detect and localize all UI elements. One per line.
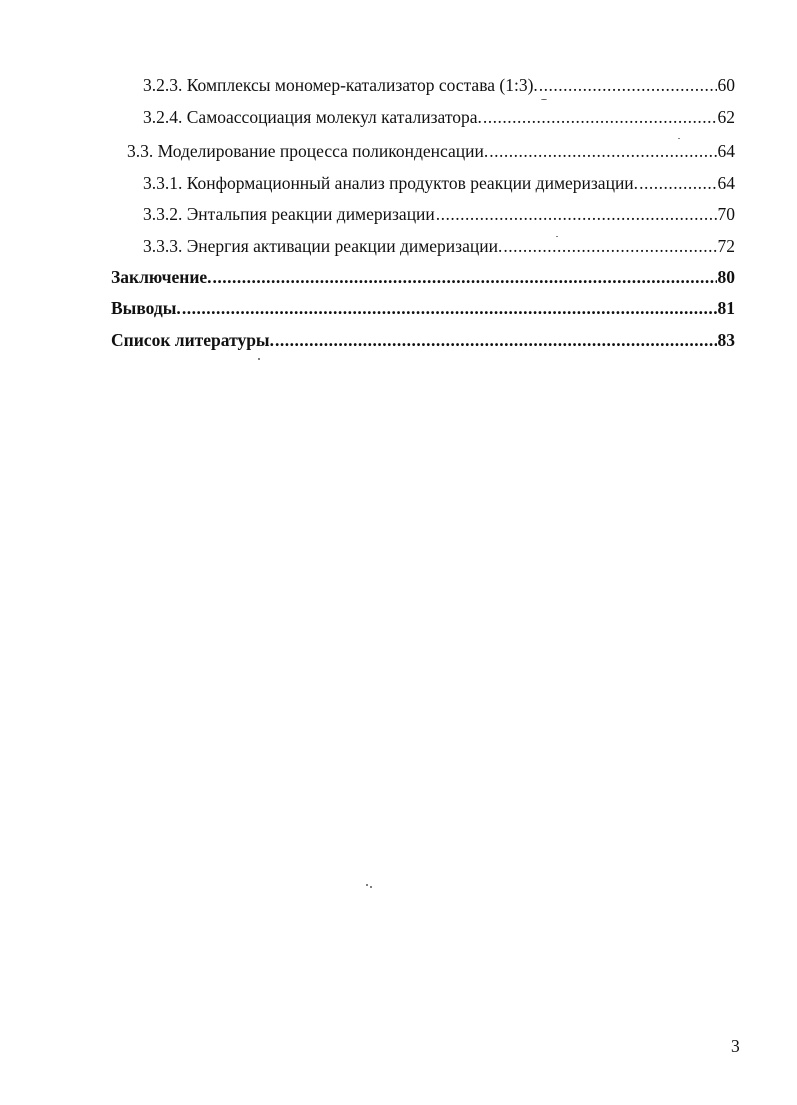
toc-leader-dots: [275, 329, 717, 351]
toc-leader-dots: [503, 235, 716, 257]
toc-entry-page: 70: [717, 204, 735, 224]
toc-entry-title: 3.3.1. Конформационный анализ продуктов реакции димеризации.: [143, 173, 639, 193]
toc-leader-dots: [539, 74, 717, 96]
toc-entry-page: 80: [717, 267, 735, 287]
toc-entry-title: Список литературы.: [111, 330, 274, 350]
scan-speck: [678, 138, 680, 139]
toc-entry-title: 3.3.2. Энтальпия реакции димеризации: [143, 204, 435, 224]
toc-entry-title: 3.3.3. Энергия активации реакции димеризации.: [143, 236, 503, 256]
toc-entry-3-3: [127, 140, 735, 162]
toc-entry-title: Выводы.: [111, 298, 181, 318]
toc-entry-title: 3.2.4. Самоассоциация молекул катализатора.: [143, 107, 482, 127]
toc-leader-dots: [489, 140, 716, 162]
toc-entry-3-3-2: [143, 203, 735, 225]
toc-entry-page: 64: [717, 141, 735, 161]
toc-entry-3-3-3: [143, 235, 735, 257]
scan-speck: [370, 886, 372, 888]
toc-leader-dots: [182, 297, 717, 319]
toc-entry-title: 3.3. Моделирование процесса поликонденсации.: [127, 141, 489, 161]
toc-entry-page: 64: [717, 173, 735, 193]
scan-speck: [258, 358, 260, 360]
toc-entry-references: [111, 329, 735, 351]
toc-leader-dots: [213, 266, 717, 288]
scan-speck: [366, 884, 368, 886]
scan-speck: [541, 99, 547, 100]
toc-entry-page: 72: [717, 236, 735, 256]
page-number: 3: [731, 1036, 740, 1056]
toc-entry-title: Заключение.: [111, 267, 212, 287]
toc-leader-dots: [639, 172, 716, 194]
toc-entry-page: 83: [717, 330, 735, 350]
toc-entry-3-2-3: [143, 74, 735, 96]
toc-entry-conclusion: [111, 266, 735, 288]
toc-leader-dots: [483, 106, 717, 128]
toc-entry-3-2-4: [143, 106, 735, 128]
toc-entry-findings: [111, 297, 735, 319]
toc-entry-page: 81: [717, 298, 735, 318]
toc-entry-title: 3.2.3. Комплексы мономер-катализатор состава (1:3).: [143, 75, 538, 95]
toc-leader-dots: [436, 203, 717, 225]
toc-entry-page: 60: [717, 75, 735, 95]
scan-speck: [556, 236, 558, 237]
toc-entry-3-3-1: [143, 172, 735, 194]
toc-entry-page: 62: [717, 107, 735, 127]
